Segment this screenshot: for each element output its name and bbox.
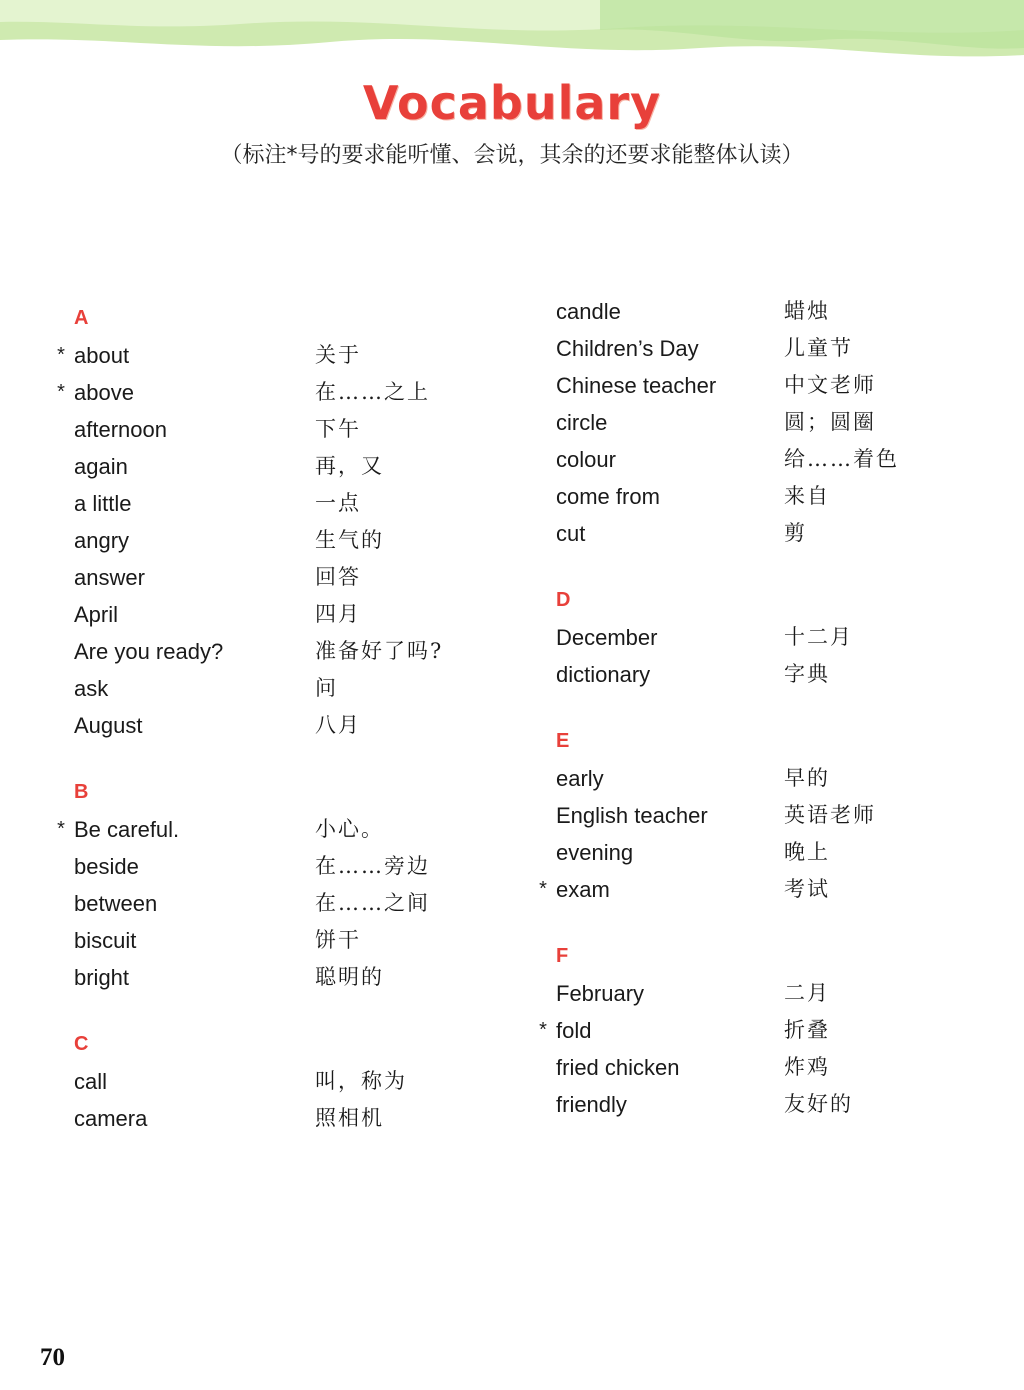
vocab-entry	[50, 922, 490, 959]
vocab-meaning: 八月	[315, 713, 361, 737]
vocab-meaning: 下午	[315, 417, 361, 441]
vocab-meaning: 回答	[315, 565, 361, 589]
vocab-word: about	[74, 343, 130, 368]
vocab-meaning: 问	[315, 676, 338, 700]
vocab-entry	[50, 811, 490, 848]
vocab-column-left	[50, 300, 490, 1167]
section-letter: B	[74, 781, 89, 803]
vocab-meaning: 蜡烛	[784, 299, 830, 323]
section-d	[532, 582, 972, 693]
vocab-meaning: 在……旁边	[315, 854, 430, 878]
star-marker: *	[539, 878, 547, 900]
vocab-word: bright	[74, 965, 130, 990]
vocab-word: colour	[556, 447, 616, 472]
vocab-word: call	[74, 1069, 108, 1094]
vocab-entry	[532, 760, 972, 797]
vocab-word: early	[556, 766, 604, 791]
vocab-word: Chinese teacher	[556, 373, 717, 398]
vocab-word: February	[556, 981, 645, 1006]
vocab-meaning: 叫，称为	[315, 1069, 407, 1093]
vocab-meaning: 再，又	[315, 454, 384, 478]
vocab-meaning: 四月	[315, 602, 361, 626]
vocab-word: cut	[556, 521, 586, 546]
vocab-meaning: 在……之间	[315, 891, 430, 915]
vocab-word: fold	[556, 1018, 592, 1043]
vocab-entry	[532, 293, 972, 330]
vocab-meaning: 十二月	[784, 625, 853, 649]
vocab-word: biscuit	[74, 928, 137, 953]
vocab-meaning: 饼干	[315, 928, 361, 952]
vocab-meaning: 英语老师	[784, 803, 876, 827]
vocab-entry	[532, 619, 972, 656]
star-marker: *	[57, 818, 65, 840]
section-e	[532, 723, 972, 908]
vocab-entry	[532, 478, 972, 515]
star-marker: *	[57, 344, 65, 366]
vocab-meaning: 剪	[784, 521, 807, 545]
vocab-meaning: 圆；圆圈	[784, 410, 876, 434]
vocab-word: a little	[74, 491, 132, 516]
section-letter: F	[556, 945, 569, 967]
vocab-entry	[50, 885, 490, 922]
vocab-entry	[532, 834, 972, 871]
vocab-word: angry	[74, 528, 130, 553]
star-marker: *	[57, 381, 65, 403]
vocab-word: again	[74, 454, 128, 479]
vocab-entry	[532, 515, 972, 552]
section-c	[50, 1026, 490, 1137]
vocab-meaning: 关于	[315, 343, 361, 367]
vocab-entry	[532, 975, 972, 1012]
vocab-word: exam	[556, 877, 610, 902]
page-title: Vocabulary	[362, 76, 662, 130]
vocab-entry	[532, 1012, 972, 1049]
vocab-entry	[50, 596, 490, 633]
vocab-meaning: 友好的	[784, 1092, 853, 1116]
vocab-word: circle	[556, 410, 608, 435]
star-marker: *	[539, 1019, 547, 1041]
section-letter: A	[74, 307, 89, 329]
vocab-word: Children’s Day	[556, 336, 699, 361]
vocab-entry	[532, 404, 972, 441]
vocab-word: friendly	[556, 1092, 627, 1117]
section-c-continued	[532, 293, 972, 552]
vocab-word: Be careful.	[74, 817, 180, 842]
vocab-column-right	[532, 293, 972, 1153]
vocab-entry	[532, 367, 972, 404]
vocab-meaning: 在……之上	[315, 380, 430, 404]
section-letter: D	[556, 589, 571, 611]
vocab-entry	[50, 1063, 490, 1100]
vocab-word: fried chicken	[556, 1055, 680, 1080]
vocab-meaning: 考试	[784, 877, 830, 901]
page-subtitle: （标注*号的要求能听懂、会说，其余的还要求能整体认读）	[220, 143, 804, 168]
section-b	[50, 774, 490, 996]
vocab-word: April	[74, 602, 119, 627]
vocab-meaning: 一点	[315, 491, 361, 515]
vocab-entry	[50, 670, 490, 707]
vocab-meaning: 炸鸡	[784, 1055, 830, 1079]
vocab-word: answer	[74, 565, 145, 590]
vocab-entry	[532, 871, 972, 908]
vocab-meaning: 字典	[784, 662, 830, 686]
vocab-entry	[532, 441, 972, 478]
vocab-entry	[50, 959, 490, 996]
vocab-meaning: 小心。	[315, 817, 384, 841]
vocab-word: come from	[556, 484, 660, 509]
vocab-word: beside	[74, 854, 139, 879]
vocab-entry	[532, 1049, 972, 1086]
vocab-entry	[50, 1100, 490, 1137]
vocab-word: English teacher	[556, 803, 708, 828]
page-number: 70	[40, 1344, 65, 1371]
vocab-meaning: 儿童节	[784, 336, 853, 360]
vocab-meaning: 照相机	[315, 1106, 384, 1130]
vocab-entry	[50, 848, 490, 885]
vocab-entry	[532, 330, 972, 367]
vocab-meaning: 中文老师	[784, 373, 876, 397]
section-a	[50, 300, 490, 744]
vocab-entry	[50, 633, 490, 670]
vocab-word: between	[74, 891, 158, 916]
vocab-entry	[532, 797, 972, 834]
vocab-word: afternoon	[74, 417, 167, 442]
vocab-entry	[50, 559, 490, 596]
vocab-entry	[50, 448, 490, 485]
vocab-entry	[50, 522, 490, 559]
vocab-word: Are you ready?	[74, 639, 224, 664]
header-banner	[0, 0, 1024, 70]
vocab-word: candle	[556, 299, 621, 324]
vocab-word: evening	[556, 840, 634, 865]
vocab-meaning: 二月	[784, 981, 830, 1005]
vocab-entry	[50, 707, 490, 744]
vocab-word: August	[74, 713, 143, 738]
vocab-meaning: 准备好了吗?	[315, 639, 444, 663]
vocab-meaning: 晚上	[784, 840, 830, 864]
vocab-meaning: 早的	[784, 766, 830, 790]
vocab-entry	[532, 656, 972, 693]
vocab-entry	[50, 374, 490, 411]
section-f	[532, 938, 972, 1123]
vocab-entry	[50, 337, 490, 374]
vocab-word: camera	[74, 1106, 148, 1131]
vocab-entry	[50, 411, 490, 448]
vocab-meaning: 生气的	[315, 528, 384, 552]
vocab-meaning: 折叠	[784, 1018, 830, 1042]
vocab-entry	[532, 1086, 972, 1123]
vocab-word: dictionary	[556, 662, 651, 687]
vocab-word: above	[74, 380, 134, 405]
vocab-word: December	[556, 625, 658, 650]
vocab-meaning: 来自	[784, 484, 830, 508]
vocab-meaning: 聪明的	[315, 965, 384, 989]
vocab-word: ask	[74, 676, 109, 701]
section-letter: C	[74, 1033, 89, 1055]
section-letter: E	[556, 730, 570, 752]
vocab-meaning: 给……着色	[784, 447, 899, 471]
vocab-entry	[50, 485, 490, 522]
